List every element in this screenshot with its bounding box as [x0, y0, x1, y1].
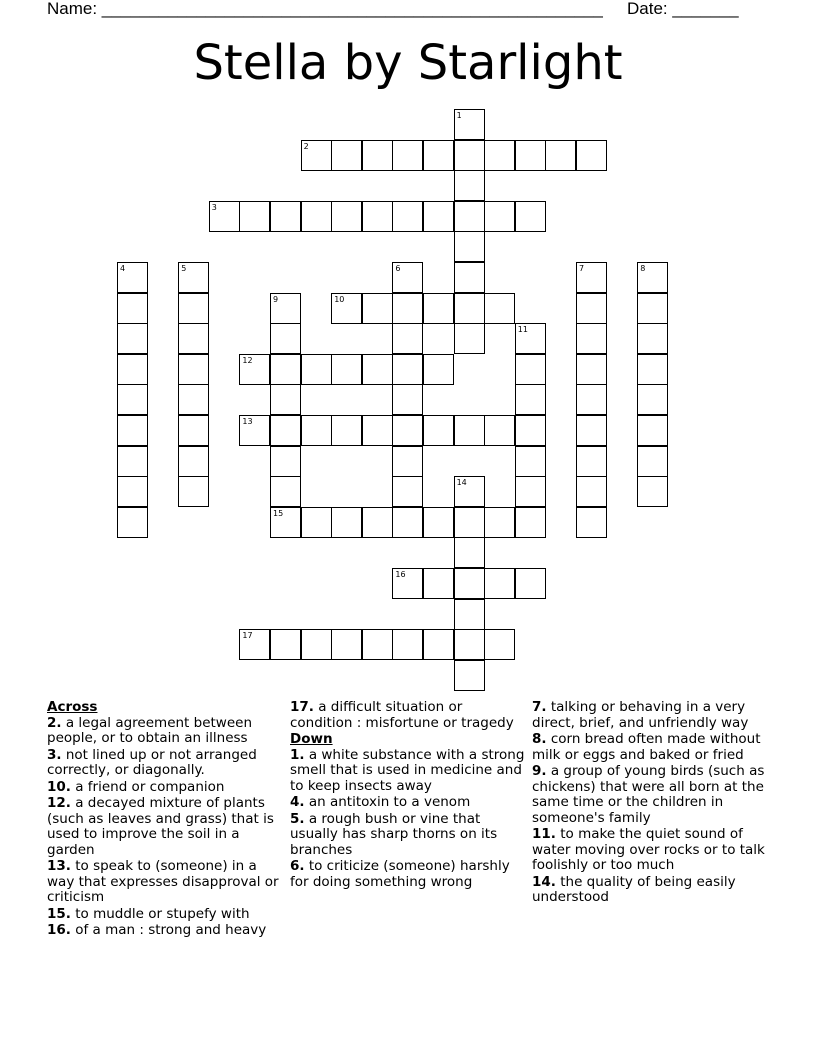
grid-cell[interactable] — [423, 415, 454, 446]
grid-cell[interactable] — [423, 629, 454, 660]
clue-text: to make the quiet sound of water moving over rocks or to talk foolishly or too much — [532, 826, 765, 873]
clue-number: 16. — [47, 922, 71, 938]
clue-number: 15. — [47, 905, 71, 922]
grid-cell[interactable] — [423, 354, 454, 385]
grid-cell[interactable] — [301, 507, 332, 538]
clue-text: corn bread often made without milk or eggs and baked or fried — [532, 731, 761, 763]
grid-cell[interactable] — [331, 507, 362, 538]
grid-cell[interactable] — [637, 323, 668, 354]
grid-cell[interactable] — [576, 446, 607, 477]
grid-cell[interactable] — [117, 323, 148, 354]
cell-number-5: 5 — [181, 264, 187, 273]
clue-across-10 — [47, 780, 279, 796]
grid-cell[interactable] — [454, 201, 485, 232]
grid-cell[interactable] — [454, 293, 485, 324]
grid-cell[interactable] — [484, 201, 515, 232]
cell-number-1: 1 — [456, 111, 462, 120]
grid-cell[interactable] — [270, 323, 301, 354]
cell-number-10: 10 — [334, 294, 345, 304]
grid-cell[interactable] — [178, 323, 209, 354]
cell-number-8: 8 — [640, 264, 646, 273]
grid-cell[interactable] — [637, 384, 668, 415]
clue-across-16 — [47, 923, 279, 939]
clue-number: 1. — [290, 746, 305, 763]
grid-cell[interactable] — [545, 140, 576, 171]
grid-cell[interactable] — [484, 507, 515, 538]
clue-across-3 — [47, 748, 279, 779]
clue-down-4 — [290, 795, 528, 811]
grid-cell[interactable] — [392, 476, 423, 507]
grid-cell[interactable] — [637, 415, 668, 446]
clue-across-13 — [47, 859, 279, 906]
grid-cell[interactable] — [423, 140, 454, 171]
grid-cell[interactable] — [362, 140, 393, 171]
clue-number: 6. — [290, 858, 305, 874]
grid-cell[interactable] — [362, 293, 393, 324]
grid-cell[interactable] — [454, 537, 485, 568]
grid-cell[interactable] — [301, 201, 332, 232]
grid-cell[interactable] — [178, 384, 209, 415]
grid-cell[interactable] — [392, 629, 423, 660]
grid-cell[interactable] — [117, 476, 148, 507]
cell-number-12: 12 — [242, 355, 253, 365]
clue-text: a decayed mixture of plants (such as leaves and grass) that is used to improve the soil in a garden — [47, 795, 274, 858]
cell-number-13: 13 — [242, 417, 253, 426]
clue-text: a friend or companion — [75, 778, 225, 795]
grid-cell[interactable] — [576, 354, 607, 385]
clue-text: the quality of being easily understood — [532, 873, 736, 905]
clue-down-7 — [532, 700, 768, 731]
clue-text: to speak to (someone) in a way that expresses disapproval or criticism — [47, 858, 279, 905]
grid-cell[interactable] — [301, 629, 332, 660]
grid-cell[interactable] — [423, 507, 454, 538]
grid-cell[interactable] — [484, 415, 515, 446]
clue-across-12 — [47, 796, 279, 858]
clue-down-11 — [532, 827, 768, 874]
clue-down-14 — [532, 875, 768, 906]
grid-cell[interactable] — [454, 599, 485, 630]
grid-cell[interactable] — [117, 415, 148, 446]
clue-text: talking or behaving in a very direct, brief, and unfriendly way — [532, 699, 749, 731]
grid-cell[interactable] — [515, 140, 546, 171]
grid-cell[interactable] — [392, 384, 423, 415]
grid-cell[interactable] — [301, 354, 332, 385]
grid-cell[interactable] — [392, 323, 423, 354]
grid-cell[interactable] — [454, 507, 485, 538]
cell-number-6: 6 — [395, 264, 401, 273]
grid-cell[interactable] — [270, 354, 301, 385]
clue-number: 11. — [532, 826, 556, 842]
grid-cell[interactable] — [637, 446, 668, 477]
grid-cell[interactable] — [270, 476, 301, 507]
grid-cell[interactable] — [454, 140, 485, 171]
cell-number-7: 7 — [579, 264, 585, 273]
clue-down-5 — [290, 812, 528, 859]
clue-text: not lined up or not arranged correctly, or diagonally. — [47, 746, 257, 778]
grid-cell[interactable] — [515, 384, 546, 415]
grid-cell[interactable] — [178, 354, 209, 385]
grid-cell[interactable] — [576, 323, 607, 354]
grid-cell[interactable] — [331, 629, 362, 660]
clue-text: a legal agreement between people, or to obtain an illness — [47, 714, 253, 746]
name-field-label: Name: _____________________________________________________ — [47, 0, 603, 18]
clue-text: of a man : strong and heavy — [75, 922, 267, 938]
grid-cell[interactable] — [331, 201, 362, 232]
clue-text: to muddle or stupefy with — [75, 905, 250, 922]
grid-cell[interactable] — [331, 415, 362, 446]
clues-column-3 — [532, 700, 768, 907]
grid-cell[interactable] — [362, 354, 393, 385]
grid-cell[interactable] — [576, 140, 607, 171]
grid-cell[interactable] — [576, 384, 607, 415]
grid-cell[interactable] — [392, 507, 423, 538]
grid-cell[interactable] — [576, 293, 607, 324]
down-heading: Down — [290, 731, 333, 747]
grid-cell[interactable] — [423, 293, 454, 324]
clue-down-9 — [532, 764, 768, 826]
grid-cell[interactable] — [178, 415, 209, 446]
grid-cell[interactable] — [392, 354, 423, 385]
clue-number: 7. — [532, 699, 547, 715]
across-heading: Across — [47, 699, 98, 715]
grid-cell[interactable] — [637, 476, 668, 507]
grid-cell[interactable] — [362, 507, 393, 538]
clue-number: 9. — [532, 763, 547, 779]
grid-cell[interactable] — [454, 415, 485, 446]
clue-across-15 — [47, 907, 279, 923]
grid-cell[interactable] — [331, 140, 362, 171]
grid-cell[interactable] — [392, 446, 423, 477]
grid-cell[interactable] — [515, 507, 546, 538]
grid-cell[interactable] — [576, 476, 607, 507]
grid-cell[interactable] — [362, 629, 393, 660]
grid-cell[interactable] — [484, 293, 515, 324]
grid-cell[interactable] — [301, 415, 332, 446]
grid-cell[interactable] — [178, 476, 209, 507]
cell-number-4: 4 — [120, 264, 126, 273]
grid-cell[interactable] — [239, 201, 270, 232]
cell-number-17: 17 — [242, 631, 253, 641]
grid-cell[interactable] — [117, 293, 148, 324]
cell-number-9: 9 — [273, 294, 279, 304]
clue-down-6 — [290, 859, 528, 890]
grid-cell[interactable] — [515, 354, 546, 385]
grid-cell[interactable] — [392, 415, 423, 446]
grid-cell[interactable] — [117, 384, 148, 415]
grid-cell[interactable] — [454, 660, 485, 691]
cell-number-2: 2 — [303, 141, 309, 151]
grid-cell[interactable] — [515, 476, 546, 507]
clue-down-1 — [290, 748, 528, 795]
grid-cell[interactable] — [454, 629, 485, 660]
clue-number: 12. — [47, 795, 71, 811]
clue-text: a white substance with a strong smell that is used in medicine and to keep insects away — [290, 746, 525, 794]
clue-number: 5. — [290, 810, 305, 827]
clue-across-17 — [290, 700, 528, 731]
grid-cell[interactable] — [392, 293, 423, 324]
clues-column-2 — [290, 700, 528, 891]
grid-cell[interactable] — [484, 140, 515, 171]
clue-number: 4. — [290, 794, 305, 810]
clues-column-1 — [47, 700, 279, 940]
grid-cell[interactable] — [392, 140, 423, 171]
grid-cell[interactable] — [637, 354, 668, 385]
cell-number-15: 15 — [273, 508, 284, 518]
grid-cell[interactable] — [484, 568, 515, 599]
grid-cell[interactable] — [270, 629, 301, 660]
grid-cell[interactable] — [117, 354, 148, 385]
clue-number: 17. — [290, 699, 314, 715]
cell-number-16: 16 — [395, 570, 406, 579]
grid-cell[interactable] — [270, 415, 301, 446]
clue-across-2 — [47, 716, 279, 747]
clue-number: 13. — [47, 858, 71, 874]
cell-number-14: 14 — [456, 478, 467, 488]
grid-cell[interactable] — [270, 201, 301, 232]
grid-cell[interactable] — [454, 568, 485, 599]
cell-number-3: 3 — [211, 202, 217, 212]
grid-cell[interactable] — [117, 507, 148, 538]
grid-cell[interactable] — [270, 384, 301, 415]
clue-number: 2. — [47, 714, 62, 731]
grid-cell[interactable] — [576, 507, 607, 538]
cell-number-11: 11 — [517, 325, 528, 335]
grid-cell[interactable] — [515, 568, 546, 599]
page-title: Stella by Starlight — [193, 35, 623, 91]
clue-text: a difficult situation or condition : misfortune or tragedy — [290, 699, 514, 731]
grid-cell[interactable] — [423, 201, 454, 232]
date-field-label: Date: _______ — [627, 0, 739, 18]
clue-number: 3. — [47, 746, 62, 763]
grid-cell[interactable] — [454, 231, 485, 262]
clue-number: 14. — [532, 873, 556, 890]
grid-cell[interactable] — [515, 415, 546, 446]
grid-cell[interactable] — [270, 446, 301, 477]
clue-text: a group of young birds (such as chickens) that were all born at the same time or the children in someone's family — [532, 763, 765, 826]
grid-cell[interactable] — [331, 354, 362, 385]
grid-cell[interactable] — [178, 293, 209, 324]
grid-cell[interactable] — [117, 446, 148, 477]
grid-cell[interactable] — [178, 446, 209, 477]
grid-cell[interactable] — [362, 201, 393, 232]
grid-cell[interactable] — [454, 323, 485, 354]
grid-cell[interactable] — [454, 170, 485, 201]
grid-cell[interactable] — [637, 293, 668, 324]
grid-cell[interactable] — [454, 262, 485, 293]
clue-down-8 — [532, 732, 768, 763]
grid-cell[interactable] — [515, 446, 546, 477]
grid-cell[interactable] — [392, 201, 423, 232]
grid-cell[interactable] — [362, 415, 393, 446]
clue-text: a rough bush or vine that usually has sharp thorns on its branches — [290, 810, 498, 858]
grid-cell[interactable] — [484, 629, 515, 660]
clue-number: 8. — [532, 731, 547, 747]
grid-cell[interactable] — [515, 201, 546, 232]
grid-cell[interactable] — [423, 568, 454, 599]
grid-cell[interactable] — [576, 415, 607, 446]
clue-number: 10. — [47, 778, 71, 795]
clue-text: to criticize (someone) harshly for doing something wrong — [290, 858, 510, 890]
clue-text: an antitoxin to a venom — [308, 794, 471, 810]
